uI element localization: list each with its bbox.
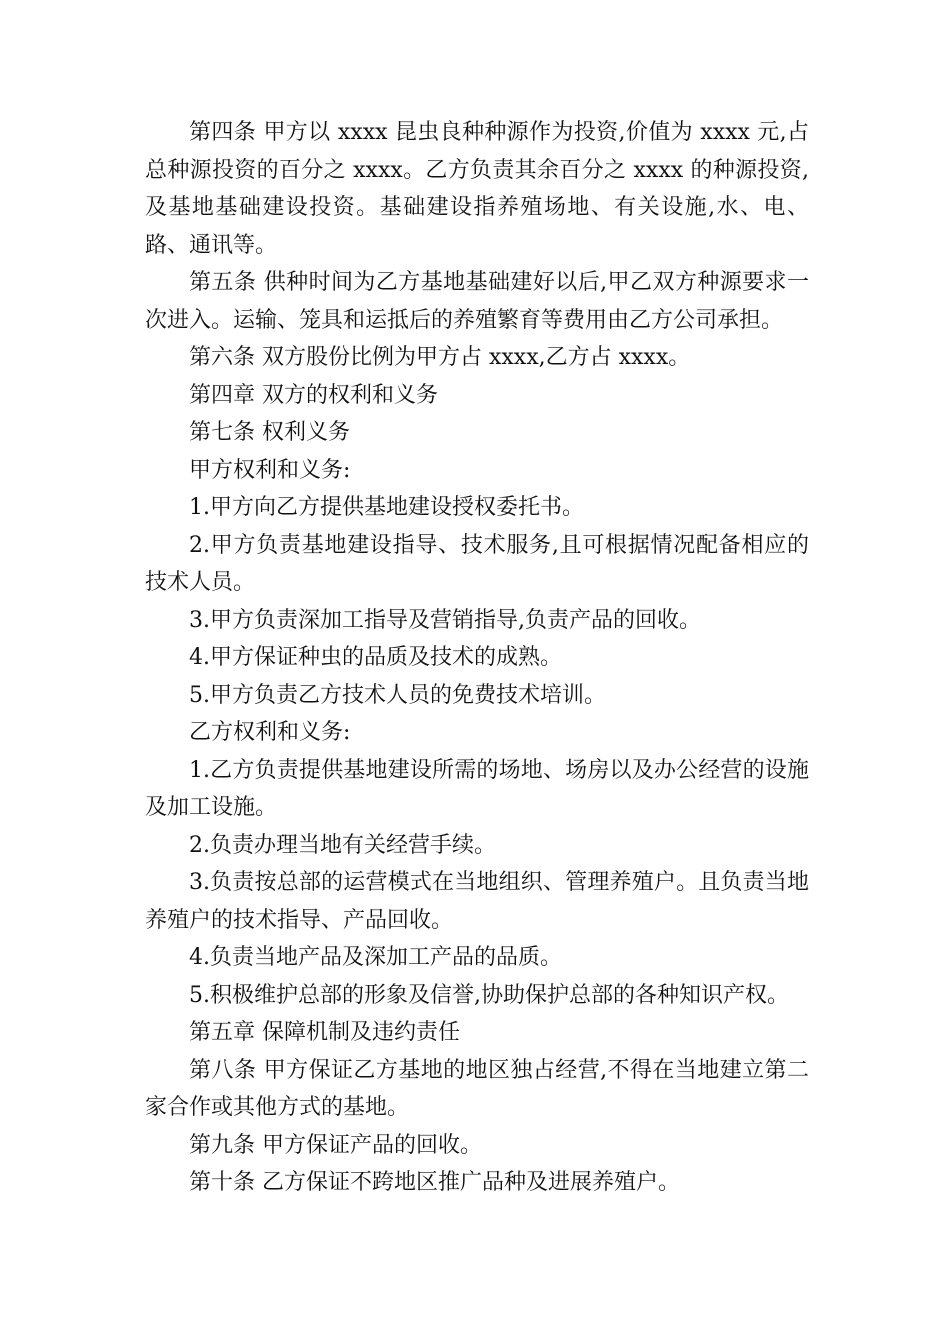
article-5-paragraph: 第五条 供种时间为乙方基地基础建好以后,甲乙双方种源要求一次进入。运输、笼具和运抵后的养殖繁育等费用由乙方公司承担。	[145, 270, 809, 333]
party-b-item-1: 1.乙方负责提供基地建设所需的场地、场房以及办公经营的设施及加工设施。	[145, 757, 809, 820]
party-a-rights-heading: 甲方权利和义务:	[189, 457, 351, 483]
party-b-item-4: 4.负责当地产品及深加工产品的品质。	[189, 945, 562, 970]
party-b-item-3: 3.负责按总部的运营模式在当地组织、管理养殖户。且负责当地养殖户的技术指导、产品回收。	[145, 870, 809, 933]
chapter-4-heading: 第四章 双方的权利和义务	[189, 382, 438, 408]
article-6-paragraph: 第六条 双方股份比例为甲方占 xxxx,乙方占 xxxx。	[189, 345, 691, 370]
party-a-item-1: 1.甲方向乙方提供基地建设授权委托书。	[189, 495, 584, 520]
article-10-paragraph: 第十条 乙方保证不跨地区推广品种及进展养殖户。	[189, 1170, 680, 1195]
article-9-paragraph: 第九条 甲方保证产品的回收。	[189, 1132, 482, 1158]
article-4-paragraph: 第四条 甲方以 xxxx 昆虫良种种源作为投资,价值为 xxxx 元,占总种源投资的百分之 xxxx。乙方负责其余百分之 xxxx 的种源投资,及基地基础建设投资。基础建设指养殖场地、有关设施,水、电、路、通讯等。	[145, 120, 809, 258]
party-b-item-5: 5.积极维护总部的形象及信誉,协助保护总部的各种知识产权。	[189, 982, 789, 1008]
article-8-paragraph: 第八条 甲方保证乙方基地的地区独占经营,不得在当地建立第二家合作或其他方式的基地。	[145, 1057, 809, 1120]
party-a-item-3: 3.甲方负责深加工指导及营销指导,负责产品的回收。	[189, 607, 701, 633]
document-body	[145, 114, 809, 1202]
chapter-5-heading: 第五章 保障机制及违约责任	[189, 1020, 460, 1045]
party-b-item-2: 2.负责办理当地有关经营手续。	[189, 832, 496, 858]
party-a-item-5: 5.甲方负责乙方技术人员的免费技术培训。	[189, 682, 606, 708]
party-a-item-4: 4.甲方保证种虫的品质及技术的成熟。	[189, 645, 562, 670]
party-b-rights-heading: 乙方权利和义务:	[189, 720, 351, 745]
party-a-item-2: 2.甲方负责基地建设指导、技术服务,且可根据情况配备相应的技术人员。	[145, 532, 809, 595]
article-7-heading: 第七条 权利义务	[189, 420, 350, 445]
